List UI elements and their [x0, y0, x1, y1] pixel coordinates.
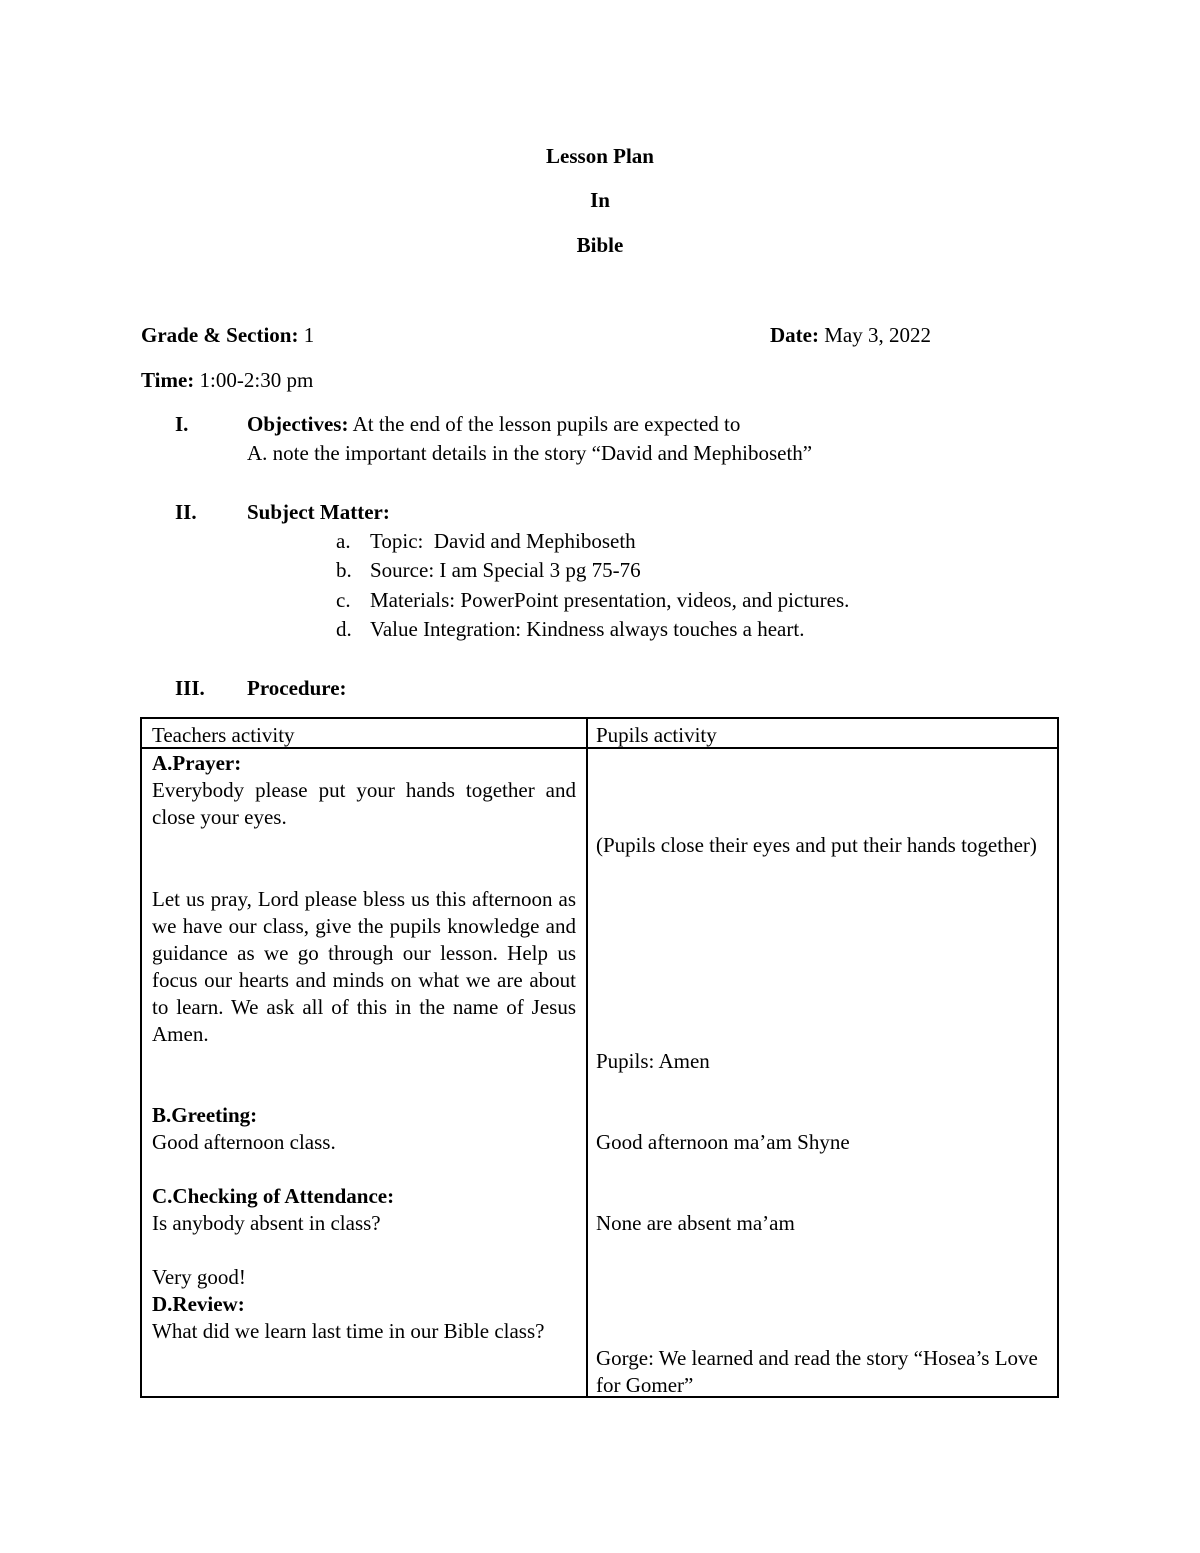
objective-item-a: A. note the important details in the story “David and Mephiboseth” — [247, 441, 813, 465]
subject-item-source: Source: I am Special 3 pg 75-76 — [370, 558, 641, 582]
document-title: Lesson Plan — [546, 144, 654, 168]
table-header-pupils: Pupils activity — [596, 723, 717, 747]
grade-section-line — [141, 322, 314, 349]
date-value: May 3, 2022 — [824, 323, 931, 347]
prayer-teacher-instruction: Everybody please put your hands together and close your eyes. — [152, 778, 576, 829]
attendance-pupil: None are absent ma’am — [596, 1211, 795, 1235]
attendance-heading: C.Checking of Attendance: — [152, 1184, 395, 1208]
time-value: 1:00-2:30 pm — [199, 368, 314, 392]
greeting-pupil: Good afternoon ma’am Shyne — [596, 1130, 850, 1154]
prayer-pupil-response: (Pupils close their eyes and put their hands together) — [596, 833, 1037, 857]
subject-item-materials: Materials: PowerPoint presentation, videos, and pictures. — [370, 588, 850, 612]
prayer-heading: A.Prayer: — [152, 751, 242, 775]
prayer-pupil-amen: Pupils: Amen — [596, 1049, 710, 1073]
subject-item-value-integration: Value Integration: Kindness always touches a heart. — [370, 617, 805, 641]
subject-item-marker-d: d. — [336, 617, 352, 641]
greeting-heading: B.Greeting: — [152, 1103, 258, 1127]
procedure-numeral: III. — [175, 676, 205, 700]
table-header-teacher: Teachers activity — [152, 723, 295, 747]
document-subject: Bible — [576, 233, 624, 257]
document-title-in: In — [590, 188, 610, 212]
prayer-teacher-prayer: Let us pray, Lord please bless us this afternoon as we have our class, give the pupils knowledge and guidance as we go through our lesson. Help us focus our hearts and minds on what we are about to learn. We ask all of this in the name of Jesus Amen. — [152, 887, 576, 1046]
subject-item-topic: Topic: David and Mephiboseth — [370, 529, 636, 553]
objectives-text: At the end of the lesson pupils are expected to — [352, 412, 741, 436]
grade-section-label: Grade & Section: — [141, 323, 299, 347]
subject-item-marker-b: b. — [336, 558, 352, 582]
objectives-label: Objectives: — [247, 412, 349, 436]
subject-matter-numeral: II. — [175, 500, 197, 524]
review-teacher: What did we learn last time in our Bible class? — [152, 1319, 545, 1343]
objectives-numeral: I. — [175, 412, 189, 436]
objectives-line — [247, 411, 740, 438]
table-column-divider — [586, 719, 588, 1396]
procedure-label: Procedure: — [247, 676, 347, 700]
subject-matter-label: Subject Matter: — [247, 500, 390, 524]
greeting-teacher: Good afternoon class. — [152, 1130, 336, 1154]
attendance-teacher: Is anybody absent in class? — [152, 1211, 381, 1235]
review-heading: D.Review: — [152, 1292, 245, 1316]
review-pupil: Gorge: We learned and read the story “Hosea’s Love for Gomer” — [596, 1346, 1038, 1397]
time-label: Time: — [141, 368, 195, 392]
subject-item-marker-a: a. — [336, 529, 351, 553]
procedure-table — [140, 717, 1059, 1398]
time-line — [141, 367, 313, 394]
subject-item-marker-c: c. — [336, 588, 351, 612]
date-label: Date: — [770, 323, 819, 347]
attendance-teacher-followup: Very good! — [152, 1265, 246, 1289]
date-line — [770, 322, 931, 349]
grade-section-value: 1 — [303, 323, 315, 347]
